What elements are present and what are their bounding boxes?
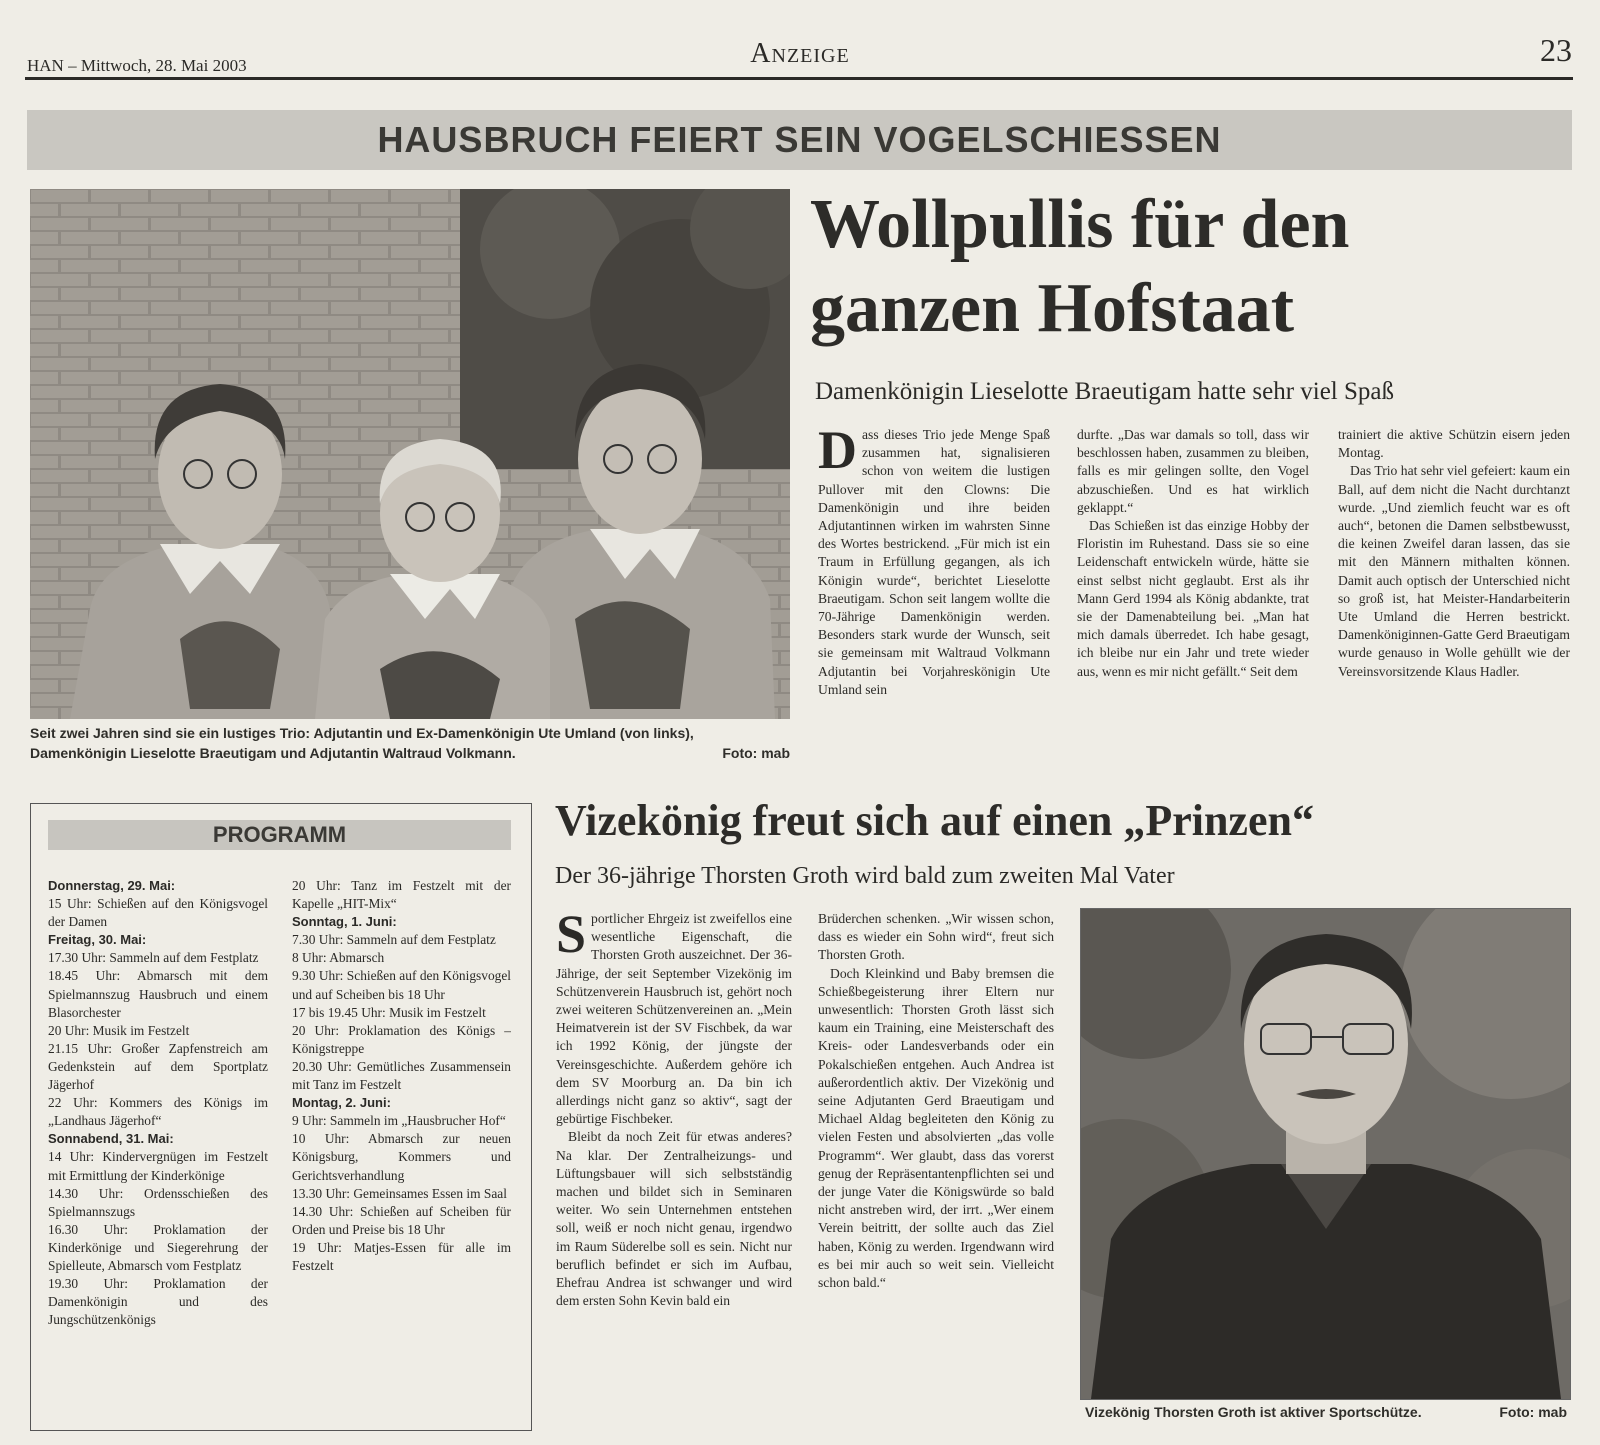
program-day-heading: Montag, 2. Juni: <box>292 1095 391 1111</box>
body-paragraph: Doch Kleinkind und Baby bremsen die Schießbegeisterung ihrer Eltern nur unwesentlich: Thorsten Groth lässt sich kaum ein Training, eine Meisterschaft des Kreis- oder Landesverbands oder ein Pokalschießen entgehen. Auch Andrea ist außerordentlich aktiv. Der Vizekönig und seine Adjutanten Gerd Braeutigam und Michael Aldag begleiteten den König zu vielen Festen und absolvierten „das volle Programm“. Wer glaubt, dass das vorerst genug der Repräsentantenpflichten sei und der junge Vater die Königswürde so bald nicht anstreben wird, der irrt. „Wer einem Verein beitritt, der sollte auch das Ziel haben, König zu werden. Irgendwann wird es bei mir auch so weit sein. Vielleicht schon bald.“ <box>818 965 1054 1291</box>
dropcap: S <box>556 910 587 964</box>
body-paragraph: Brüderchen schenken. „Wir wissen schon, dass es wieder ein Sohn wird“, freut sich Thorsten Groth. <box>818 911 1054 963</box>
program-right-column <box>292 877 511 1422</box>
trio-photo-caption <box>30 723 790 763</box>
body-paragraph: durfte. „Das war damals so toll, dass wir beschlossen haben, zusammen zu bleiben, falls es mir gelingen sollte, den Vogel abzuschießen. Und es hat wirklich geklappt.“ <box>1077 427 1309 515</box>
program-day-heading: Sonntag, 1. Juni: <box>292 914 397 930</box>
program-event: 19 Uhr: Matjes-Essen für alle im Festzelt <box>292 1239 511 1273</box>
body-paragraph: Bleibt da noch Zeit für etwas anderes? Na klar. Der Zentralheizungs- und Lüftungsbauer will sich selbstständig machen und bildet sich in Seminaren weiter. Wo sein Unternehmen entstehen soll, weiß er noch nicht genau, irgendwo im Raum Süderelbe soll es sein. Nicht nur beruflich befindet er sich im Aufbau, Ehefrau Andrea ist schwanger und wird dem ersten Sohn Kevin bald ein <box>556 1129 792 1309</box>
program-event: 8 Uhr: Abmarsch <box>292 950 385 966</box>
program-left-column <box>48 877 268 1422</box>
story1-column-2 <box>1077 426 1309 758</box>
program-event: 17 bis 19.45 Uhr: Musik im Festzelt <box>292 1004 486 1020</box>
issue-dateline: HAN – Mittwoch, 28. Mai 2003 <box>27 56 247 75</box>
story2-deck: Der 36-jährige Thorsten Groth wird bald zum zweiten Mal Vater <box>555 863 1175 889</box>
story2-headline: Vizekönig freut sich auf einen „Prinzen“ <box>555 796 1314 845</box>
program-event: 15 Uhr: Schießen auf den Königsvogel der Damen <box>48 896 268 930</box>
section-banner: HAUSBRUCH FEIERT SEIN VOGELSCHIESSEN <box>27 110 1572 170</box>
program-event: 14.30 Uhr: Ordensschießen des Spielmannszugs <box>48 1185 268 1219</box>
program-event: 9.30 Uhr: Schießen auf den Königsvogel und auf Scheiben bis 18 Uhr <box>292 968 511 1002</box>
program-event: 18.45 Uhr: Abmarsch mit dem Spielmannszug Hausbruch und einem Blasorchester <box>48 968 268 1020</box>
headline-line-2: ganzen Hofstaat <box>810 270 1295 347</box>
vizekoenig-photo-caption <box>1085 1402 1567 1422</box>
program-event: 17.30 Uhr: Sammeln auf dem Festplatz <box>48 950 259 966</box>
program-event: 20 Uhr: Proklamation des Königs – Königstreppe <box>292 1022 511 1056</box>
vizekoenig-photo <box>1080 908 1571 1400</box>
program-title: PROGRAMM <box>48 820 511 850</box>
dropcap: D <box>818 426 857 480</box>
program-event: 13.30 Uhr: Gemeinsames Essen im Saal <box>292 1185 507 1201</box>
program-event: 21.15 Uhr: Großer Zapfenstreich am Gedenkstein auf dem Sportplatz Jägerhof <box>48 1040 268 1093</box>
story2-column-1 <box>556 910 792 1430</box>
program-day-heading: Freitag, 30. Mai: <box>48 932 147 948</box>
program-event: 7.30 Uhr: Sammeln auf dem Festplatz <box>292 932 496 948</box>
program-event: 20 Uhr: Tanz im Festzelt mit der Kapelle „HIT-Mix“ <box>292 878 511 912</box>
body-text: ass dieses Trio jede Menge Spaß zusammen hat, signalisieren schon von weitem die lustigen Pullover mit den Clowns: Die Damenkönigin und ihre beiden Adjutantinnen wirken im wahrsten Sinne des Wortes bestrickend. „Für mich ist ein Traum in Erfüllung gegangen, als ich Königin wurde“, berichtet Lieselotte Braeutigam. Schon seit langem wollte die 70-Jährige Damenkönigin werden. Besonders stark wurde der Wunsch, seit sie gemeinsam mit Waltraud Volkmann Adjutantin bei Vorjahreskönigin Ute Umland sein <box>818 427 1050 697</box>
header-rule <box>25 77 1573 80</box>
caption-text: Seit zwei Jahren sind sie ein lustiges Trio: Adjutantin und Ex-Damenkönigin Ute Umland (von links), Damenkönigin Lieselotte Braeutigam und Adjutantin Waltraud Volkmann. <box>30 725 694 761</box>
program-event: 9 Uhr: Sammeln im „Hausbrucher Hof“ <box>292 1113 506 1129</box>
program-day-heading: Sonnabend, 31. Mai: <box>48 1131 174 1147</box>
section-label: Anzeige <box>750 38 850 69</box>
story1-headline <box>810 183 1570 351</box>
program-event: 19.30 Uhr: Proklamation der Damenkönigin und des Jungschützenkönigs <box>48 1276 268 1328</box>
caption-text: Vizekönig Thorsten Groth ist aktiver Sportschütze. <box>1085 1404 1422 1420</box>
program-event: 14 Uhr: Kindervergnügen im Festzelt mit Ermittlung der Kinderkönige <box>48 1149 268 1183</box>
program-event: 20 Uhr: Musik im Festzelt <box>48 1022 190 1038</box>
page-number: 23 <box>1540 32 1572 68</box>
body-paragraph: Das Schießen ist das einzige Hobby der Floristin im Ruhestand. Dass sie so eine Leidenschaft entwickeln würde, hätte sie einst selbst nicht geglaubt. Erst als ihr Mann Gerd 1994 als König abdankte, trat sie der Damenabteilung bei. „Man hat mich damals überredet. Ich habe gesagt, ich bleibe nur ein Jahr und trete wieder aus, wenn es mir nicht gefällt.“ Seit dem <box>1077 518 1309 679</box>
program-day-heading: Donnerstag, 29. Mai: <box>48 878 176 893</box>
program-event: 14.30 Uhr: Schießen auf Scheiben für Orden und Preise bis 18 Uhr <box>292 1203 511 1237</box>
story1-deck: Damenkönigin Lieselotte Braeutigam hatte sehr viel Spaß <box>815 378 1395 405</box>
body-paragraph: Das Trio hat sehr viel gefeiert: kaum ein Ball, auf dem nicht die Nacht durchtanzt wurde. „Und ziemlich feucht war es oft auch“, betonen die Damen selbstbewusst, die keinen Zweifel daran lassen, das sie mit den Männern mithalten können. Damit auch optisch der Unterschied nicht so groß ist, hat Meister-Handarbeiterin Ute Umland die Herren bestrickt. Damenköniginnen-Gatte Gerd Braeutigam wurde genauso in Wolle gehüllt wie der Vereinsvorsitzende Klaus Hadler. <box>1338 463 1570 679</box>
program-event: 16.30 Uhr: Proklamation der Kinderkönige und Siegerehrung der Spielleute, Abmarsch vom Festplatz <box>48 1221 268 1273</box>
body-paragraph: trainiert die aktive Schützin eisern jeden Montag. <box>1338 427 1570 461</box>
photo-credit: Foto: mab <box>1499 1404 1567 1420</box>
program-event: 10 Uhr: Abmarsch zur neuen Königsburg, Kommers und Gerichtsverhandlung <box>292 1131 511 1183</box>
headline-line-1: Wollpullis für den <box>810 186 1350 263</box>
story1-column-1 <box>818 426 1050 758</box>
trio-photo <box>30 189 790 719</box>
body-text: portlicher Ehrgeiz ist zweifellos eine wesentliche Eigenschaft, die Thorsten Groth auszeichnet. Der 36-Jährige, der seit September Vizekönig im Schützenverein Hausbruch ist, gehört noch zwei weiteren Schützenvereinen an. „Mein Heimatverein ist der SV Fischbek, da war ich 1992 König, der jüngste der Vereinsgeschichte. Außerdem gehöre ich dem SV Moorburg an. Da bin ich allerdings nicht ganz so aktiv“, sagt der gebürtige Fischbeker. <box>556 911 792 1127</box>
photo-credit: Foto: mab <box>722 745 790 761</box>
program-event: 22 Uhr: Kommers des Königs im „Landhaus Jägerhof“ <box>48 1095 268 1129</box>
story2-column-2 <box>818 910 1054 1430</box>
story1-column-3 <box>1338 426 1570 758</box>
program-event: 20.30 Uhr: Gemütliches Zusammensein mit Tanz im Festzelt <box>292 1058 511 1093</box>
